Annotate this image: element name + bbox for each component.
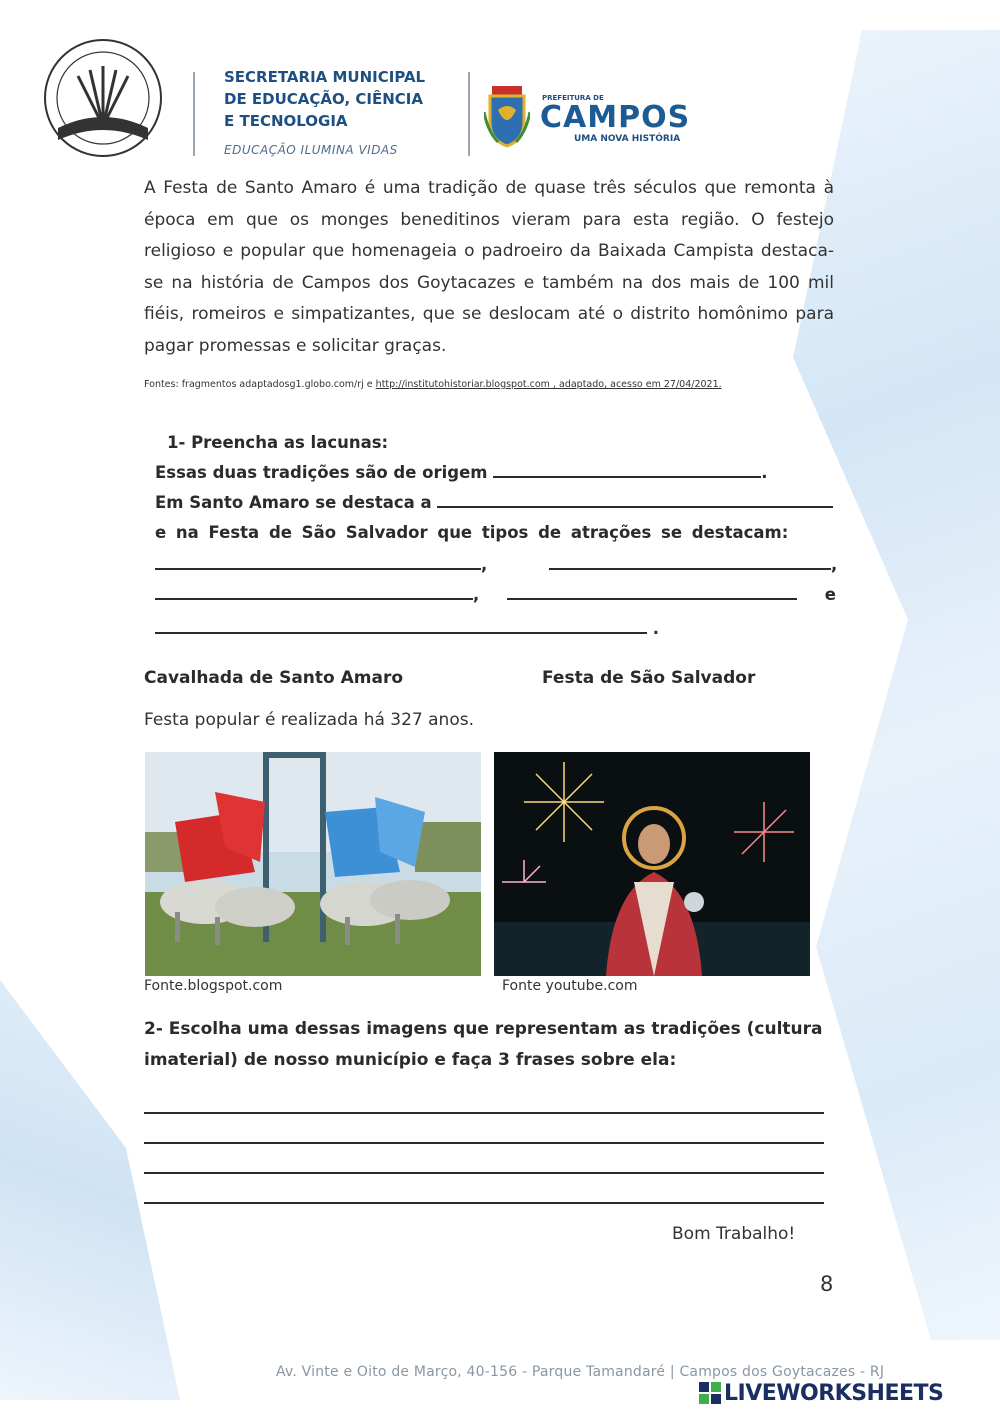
school-seal-logo (38, 36, 168, 166)
liveworksheets-text: LIVEWORKSHEETS (724, 1380, 944, 1406)
intro-paragraph: A Festa de Santo Amaro é uma tradição de quase três séculos que remonta à época em que os monges beneditinos vieram para esta região. O festejo religioso e popular que homenageia o padroeiro da Baixada Campista destaca-se na história de Campos dos Goytacazes e também na dos mais de 100 mil fiéis, romeiros e simpatizantes, que se deslocam até o distrito homônimo para pagar promessas e solicitar graças. (144, 178, 834, 356)
popular-note: Festa popular é realizada há 327 anos. (144, 710, 474, 730)
city-name-logo: CAMPOS (540, 100, 691, 135)
question-1-text-1: Essas duas tradições são de origem (155, 463, 488, 482)
secretaria-line-3: E TECNOLOGIA (224, 112, 348, 130)
header-divider (468, 72, 470, 156)
blank-attraction-2[interactable] (549, 550, 831, 570)
liveworksheets-icon (698, 1381, 722, 1405)
blank-attraction-5[interactable] (155, 614, 647, 634)
header-divider (193, 72, 195, 156)
blank-santo-amaro[interactable] (437, 488, 833, 508)
question-1-text-3: e na Festa de São Salvador que tipos de atrações se destacam: (155, 523, 789, 542)
page-number: 8 (820, 1272, 834, 1296)
liveworksheets-logo[interactable] (698, 1378, 943, 1408)
photo-cavalhada (145, 752, 481, 976)
photo-source-left: Fonte.blogspot.com (144, 978, 283, 994)
campos-coat-of-arms-icon (484, 82, 530, 148)
blank-attraction-3[interactable] (155, 580, 473, 600)
caption-sao-salvador: Festa de São Salvador (542, 668, 756, 688)
prefeitura-label: PREFEITURA DE (542, 94, 604, 102)
question-2-title: 2- Escolha uma dessas imagens que representam as tradições (cultura imaterial) de nosso município e faça 3 frases sobre ela: (144, 1019, 823, 1070)
answer-line-3[interactable] (144, 1172, 824, 1174)
secretaria-title (224, 66, 425, 132)
secretaria-tagline: EDUCAÇÃO ILUMINA VIDAS (224, 143, 398, 157)
question-1-text-2: Em Santo Amaro se destaca a (155, 493, 432, 512)
closing-text: Bom Trabalho! (672, 1224, 796, 1244)
question-1-line-4: , , (155, 550, 837, 580)
city-tagline: UMA NOVA HISTÓRIA (574, 134, 681, 144)
caption-cavalhada: Cavalhada de Santo Amaro (144, 668, 404, 688)
secretaria-line-1: SECRETARIA MUNICIPAL (224, 68, 426, 86)
blank-attraction-1[interactable] (155, 550, 481, 570)
sources-note (144, 376, 834, 393)
blank-origin[interactable] (493, 458, 761, 478)
question-1-line-1: Essas duas tradições são de origem . (155, 458, 768, 488)
sources-link[interactable]: http://institutohistoriar.blogspot.com (375, 379, 550, 390)
photo-source-right: Fonte youtube.com (502, 978, 638, 994)
question-1-line-5: , e (155, 580, 836, 610)
conjunction-e: e (824, 585, 836, 604)
sources-prefix: Fontes: fragmentos adaptadosg1.globo.com/rj e (144, 379, 376, 390)
secretaria-line-2: DE EDUCAÇÃO, CIÊNCIA (224, 90, 423, 108)
question-1-line-2 (155, 488, 833, 518)
question-1-line-6: . (155, 614, 659, 644)
sources-suffix: , adaptado, acesso em 27/04/2021. (549, 379, 722, 390)
photo-sao-salvador (494, 752, 810, 976)
answer-line-2[interactable] (144, 1142, 824, 1144)
answer-line-4[interactable] (144, 1202, 824, 1204)
question-1-title: 1- Preencha as lacunas: (167, 433, 389, 452)
answer-line-1[interactable] (144, 1112, 824, 1114)
blank-attraction-4[interactable] (507, 580, 797, 600)
footer-address: Av. Vinte e Oito de Março, 40-156 - Parque Tamandaré | Campos dos Goytacazes - RJ (276, 1364, 885, 1380)
page-header (38, 36, 738, 171)
